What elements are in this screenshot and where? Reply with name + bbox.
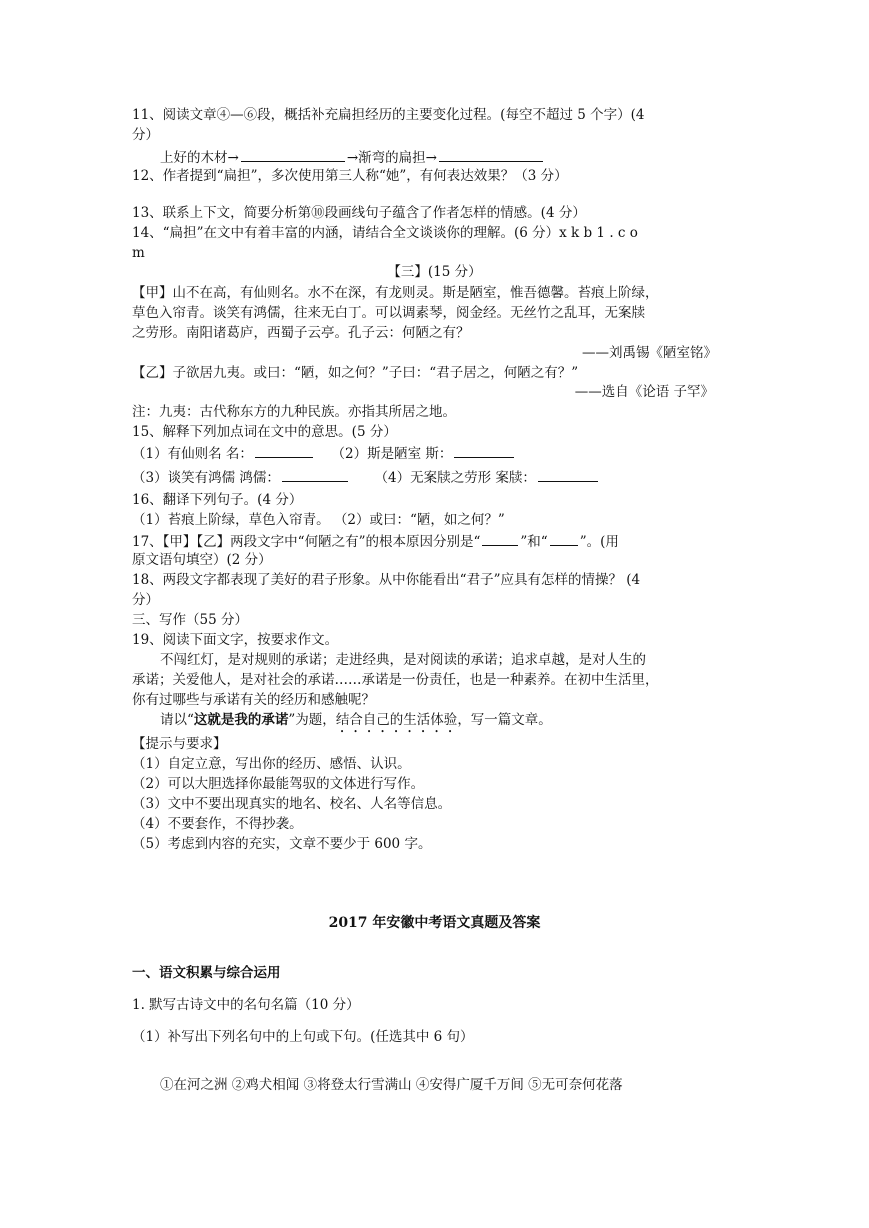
prompt-c: ”为题， <box>288 712 336 728</box>
q14-line2: m <box>132 245 145 261</box>
q16-title: 16、翻译下列句子。(4 分） <box>132 492 303 508</box>
q15-row2 <box>132 467 600 487</box>
q11-text-b: →渐弯的扁担→ <box>346 150 437 166</box>
tip-5: （5）考虑到内容的充实，文章不要少于 600 字。 <box>132 836 432 852</box>
section3-header: 【三】(15 分） <box>387 264 482 280</box>
q18-line1: 18、两段文字都表现了美好的君子形象。从中你能看出“君子”应具有怎样的情操？ (4 <box>132 572 641 588</box>
q15-blank-1[interactable] <box>255 443 313 458</box>
q17-text-a: 17、【甲】【乙】两段文字中“何陋之有”的根本原因分别是“ <box>132 534 481 550</box>
tip-1: （1）自定立意，写出你的经历、感悟、认识。 <box>132 756 411 772</box>
q14-line1: 14、“扁担”在文中有着丰富的内涵，请结合全文谈谈你的理解。(6 分）x k b 1 . c o <box>132 225 638 241</box>
q15-item4: （4）无案牍之劳形 案牍： <box>374 470 536 486</box>
jia-source: ——刘禹锡《陋室铭》 <box>582 345 717 361</box>
q11-line3 <box>160 147 545 167</box>
q1-title: 1. 默写古诗文中的名句名篇（10 分） <box>132 997 360 1013</box>
q19-title: 19、阅读下面文字，按要求作文。 <box>132 632 339 648</box>
q11-blank-2[interactable] <box>439 147 543 162</box>
q15-item2: （2）斯是陋室 斯： <box>331 446 453 462</box>
tips-header: 【提示与要求】 <box>132 736 227 752</box>
q15-blank-2[interactable] <box>454 443 514 458</box>
tip-2: （2）可以大胆选择你最能驾驭的文体进行写作。 <box>132 776 425 792</box>
prompt-e: ，写一篇文章。 <box>457 712 552 728</box>
jia-line2: 草色入帘青。谈笑有鸿儒，往来无白丁。可以调素琴，阅金经。无丝竹之乱耳，无案牍 <box>132 305 645 321</box>
q19-prompt <box>160 711 552 736</box>
q15-item1: （1）有仙则名 名： <box>132 446 253 462</box>
q18-line2: 分） <box>132 592 159 608</box>
q11-line2: 分） <box>132 127 159 143</box>
q1-1-instruction: （1）补写出下列名句中的上句或下句。(任选其中 6 句） <box>132 1029 474 1045</box>
q1-1-items: ①在河之洲 ②鸡犬相闻 ③将登太行雪满山 ④安得广厦千万间 ⑤无可奈何花落 <box>160 1077 623 1093</box>
q19-para-line3: 你有过哪些与承诺有关的经历和感触呢？ <box>132 692 375 708</box>
jia-line1: 【甲】山不在高，有仙则名。水不在深，有龙则灵。斯是陋室，惟吾德馨。苔痕上阶绿， <box>132 285 659 301</box>
q12-question: 12、作者提到“扁担”，多次使用第三人称“她”，有何表达效果？（3 分） <box>132 168 568 184</box>
q15-blank-3[interactable] <box>282 467 348 482</box>
q19-para-line1: 不闯红灯，是对规则的承诺；走进经典，是对阅读的承诺；追求卓越，是对人生的 <box>160 652 646 668</box>
q15-row1 <box>132 443 516 463</box>
tip-3: （3）文中不要出现真实的地名、校名、人名等信息。 <box>132 796 452 812</box>
part1-header: 一、语文积累与综合运用 <box>132 965 281 981</box>
yi-line1: 【乙】子欲居九夷。或曰：“陋，如之何？”子曰：“君子居之，何陋之有？” <box>132 365 579 381</box>
annotation-note: 注：九夷：古代称东方的九种民族。亦指其所居之地。 <box>132 404 456 420</box>
q15-item3: （3）谈笑有鸿儒 鸿儒： <box>132 470 280 486</box>
q11-blank-1[interactable] <box>241 147 345 162</box>
yi-source: ——选自《论语 子罕》 <box>574 384 714 400</box>
q15-title: 15、解释下列加点词在文中的意思。(5 分） <box>132 424 397 440</box>
q17-text-c: ”。(用 <box>579 534 619 550</box>
exam-title: 2017 年安徽中考语文真题及答案 <box>328 915 541 931</box>
tip-4: （4）不要套作，不得抄袭。 <box>132 816 303 832</box>
q11-text-a: 上好的木材→ <box>160 150 239 166</box>
q17-line2: 原文语句填空）(2 分） <box>132 552 272 568</box>
q16-items: （1）苔痕上阶绿，草色入帘青。 （2）或曰：“陋，如之何？” <box>132 512 505 528</box>
q19-para-line2: 承诺；关爱他人，是对社会的承诺……承诺是一份责任，也是一种素养。在初中生活里， <box>132 672 659 688</box>
q11-line1: 11、阅读文章④—⑥段，概括补充扁担经历的主要变化过程。(每空不超过 5 个字）(4 <box>132 107 645 123</box>
prompt-a: 请以“ <box>160 712 194 728</box>
writing-header: 三、写作（55 分） <box>132 612 248 628</box>
jia-line3: 之劳形。南阳诸葛庐，西蜀子云亭。孔子云：何陋之有？ <box>132 325 470 341</box>
q17-blank-1[interactable] <box>482 531 518 546</box>
q17-blank-2[interactable] <box>550 531 578 546</box>
q13-question: 13、联系上下文，简要分析第⑩段画线句子蕴含了作者怎样的情感。(4 分） <box>132 205 586 221</box>
essay-title: 这就是我的承诺 <box>193 712 289 728</box>
q17-line1 <box>132 531 619 551</box>
prompt-d: 结合自己的生活体验 <box>335 712 458 728</box>
q17-text-b: ”和“ <box>520 534 548 550</box>
q15-blank-4[interactable] <box>538 467 598 482</box>
